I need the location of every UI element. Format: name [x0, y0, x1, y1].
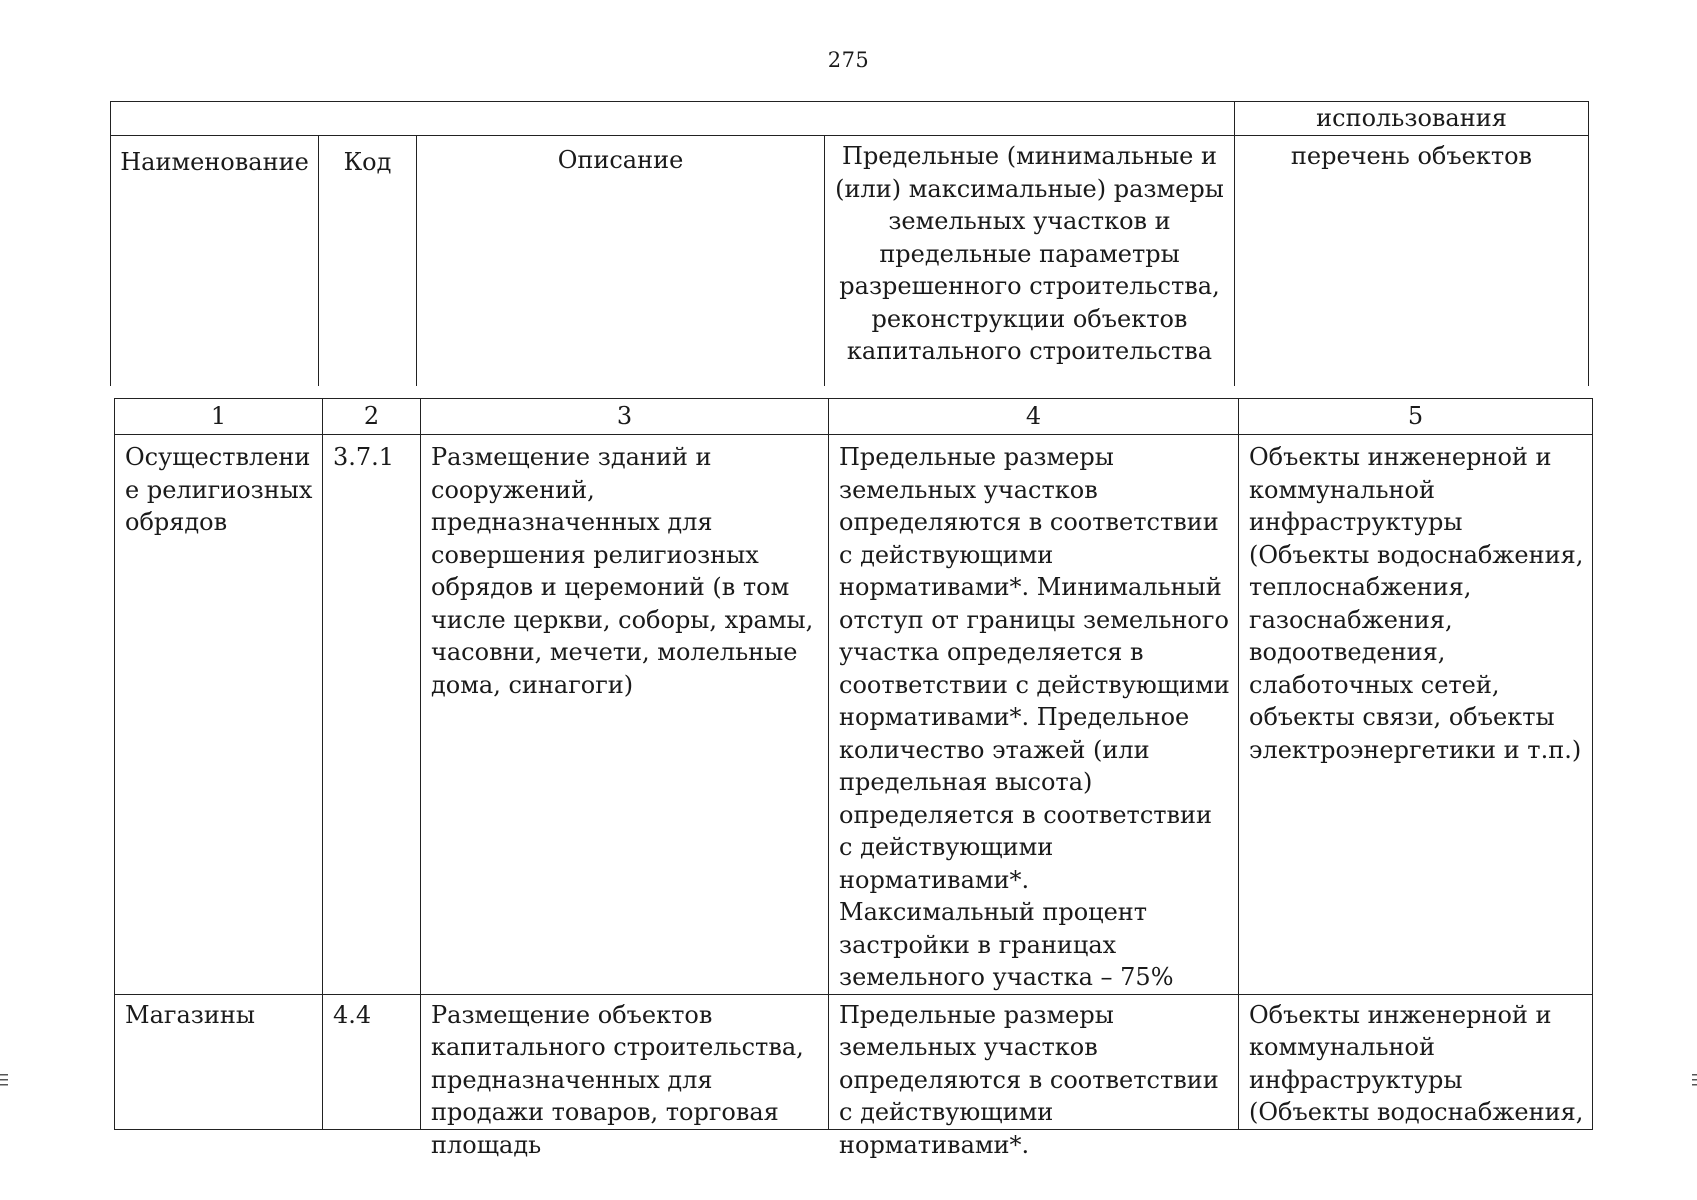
cell-name-text: Магазины: [125, 1000, 255, 1029]
table-row: [115, 994, 1593, 1129]
table-body: [114, 398, 1593, 1159]
column-number: 1: [115, 399, 323, 435]
page-number: 275: [827, 48, 870, 72]
header-top-row: [111, 102, 1589, 136]
cell-code: 3.7.1: [323, 435, 421, 995]
scan-margin-mark: [0, 1072, 8, 1088]
header-col-description: Описание: [417, 136, 825, 387]
column-number: 5: [1239, 399, 1593, 435]
column-number: 4: [829, 399, 1239, 435]
header-label-row: [111, 136, 1589, 387]
cell-description-text: Размещение объектов капитального строительства, предназначенных для продажи товаров, торговая площадь: [431, 1000, 804, 1159]
cell-description: [421, 994, 829, 1159]
table-header: [110, 101, 1589, 386]
cell-name: Осуществление религиозных обрядов: [115, 435, 323, 995]
scan-margin-mark: [1692, 1072, 1697, 1088]
header-top-right: использования: [1235, 102, 1589, 136]
cell-parameters-text: Предельные размеры земельных участков определяются в соответствии с действующими нормативами*.: [839, 1000, 1219, 1159]
header-col-name: Наименование: [111, 136, 319, 387]
column-number-row: [115, 399, 1593, 435]
cell-objects-text: Объекты инженерной и коммунальной инфраструктуры (Объекты водоснабжения,: [1249, 1000, 1584, 1126]
cell-parameters: Предельные размеры земельных участков определяются в соответствии с действующими нормативами*. Минимальный отступ от границы земельного участка определяется в соответствии с действующими нормативами*. Предельное количество этажей (или предельная высота) определяется в соответствии с действующими нормативами*. Максимальный процент застройки в границах земельного участка – 75%: [829, 435, 1239, 995]
cell-objects: [1239, 994, 1593, 1129]
column-number: 2: [323, 399, 421, 435]
header-col-parameters: Предельные (минимальные и (или) максимальные) размеры земельных участков и предельные параметры разрешенного строительства, реконструкции объектов капитального строительства: [825, 136, 1235, 387]
header-top-blank: [111, 102, 1235, 136]
cell-code-text: 4.4: [333, 1000, 372, 1029]
table-row: [115, 435, 1593, 995]
cell-objects: Объекты инженерной и коммунальной инфраструктуры (Объекты водоснабжения, теплоснабжения, газоснабжения, водоотведения, слаботочных сетей, объекты связи, объекты электроэнергетики и т.п.): [1239, 435, 1593, 995]
cell-name: [115, 994, 323, 1129]
cell-description: Размещение зданий и сооружений, предназначенных для совершения религиозных обрядов и церемоний (в том числе церкви, соборы, храмы, часовни, мечети, молельные дома, синагоги): [421, 435, 829, 995]
header-col-objects: перечень объектов: [1235, 136, 1589, 387]
cell-parameters: [829, 994, 1239, 1159]
header-col-code: Код: [319, 136, 417, 387]
column-number: 3: [421, 399, 829, 435]
cell-code: [323, 994, 421, 1129]
